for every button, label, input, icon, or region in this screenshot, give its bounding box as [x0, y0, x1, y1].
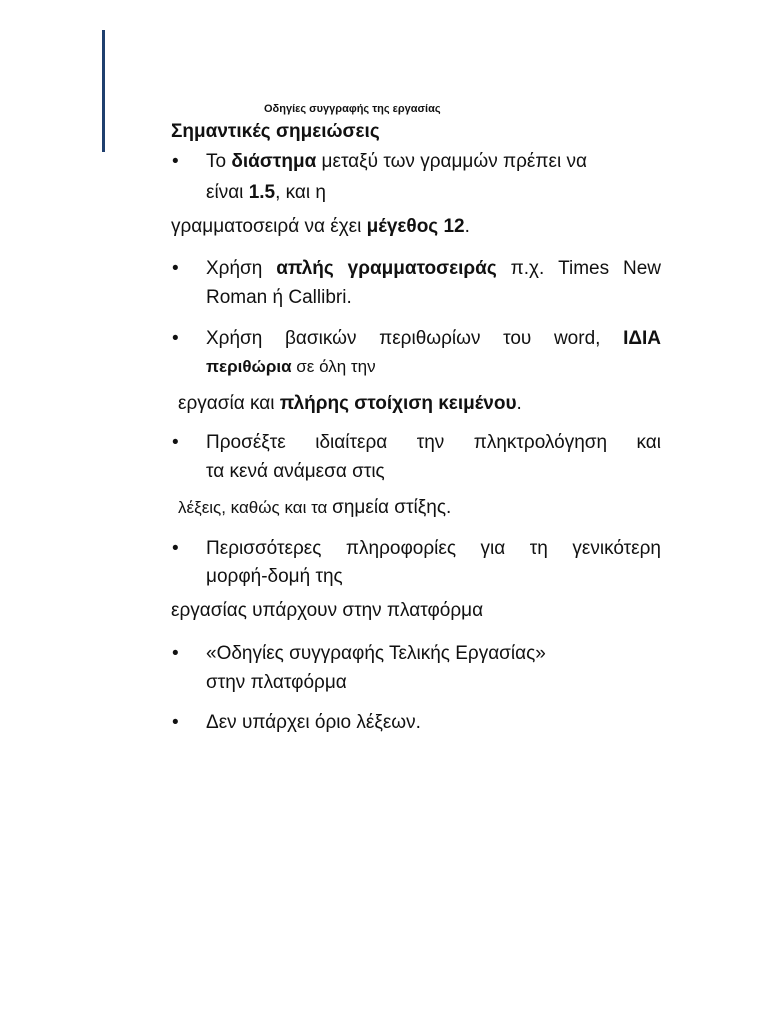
section-title: Σημαντικές σημειώσεις [171, 121, 380, 142]
note-2-line-2: Roman ή Callibri. [206, 287, 352, 308]
bullet-5: • [172, 538, 179, 559]
note-1-line-1: Το διάστημα μεταξύ των γραμμών πρέπει να [206, 151, 587, 172]
bullet-6: • [172, 643, 179, 664]
bullet-2: • [172, 258, 179, 279]
bullet-3: • [172, 328, 179, 349]
note-3-line-3: εργασία και πλήρης στοίχιση κειμένου. [178, 393, 522, 414]
note-1-line-3: γραμματοσειρά να έχει μέγεθος 12. [171, 216, 470, 237]
note-6-line-1: «Οδηγίες συγγραφής Τελικής Εργασίας» [206, 643, 546, 664]
bullet-4: • [172, 432, 179, 453]
note-5-line-3: εργασίας υπάρχουν στην πλατφόρμα [171, 600, 484, 621]
note-5-line-1: Περισσότερες πληροφορίες για τη γενικότερη [206, 538, 661, 559]
note-3-line-1: Χρήση βασικών περιθωρίων του word, ΙΔΙΑ [206, 328, 661, 349]
note-5-line-2: μορφή-δομή της [206, 566, 343, 587]
note-4-line-1: Προσέξτε ιδιαίτερα την πληκτρολόγηση και [206, 432, 661, 453]
note-3-line-2: περιθώρια σε όλη την [206, 357, 376, 376]
accent-bar [102, 30, 105, 152]
note-1-line-2: είναι 1.5, και η [206, 182, 326, 203]
note-2-line-1: Χρήση απλής γραμματοσειράς π.χ. Times New [206, 258, 661, 279]
document-header: Οδηγίες συγγραφής της εργασίας [264, 103, 441, 115]
note-6-line-2: στην πλατφόρμα [206, 672, 347, 693]
note-7-line-1: Δεν υπάρχει όριο λέξεων. [206, 712, 421, 733]
bullet-1: • [172, 151, 179, 172]
note-4-line-3: λέξεις, καθώς και τα σημεία στίξης. [178, 497, 452, 518]
bullet-7: • [172, 712, 179, 733]
note-4-line-2: τα κενά ανάμεσα στις [206, 461, 385, 482]
